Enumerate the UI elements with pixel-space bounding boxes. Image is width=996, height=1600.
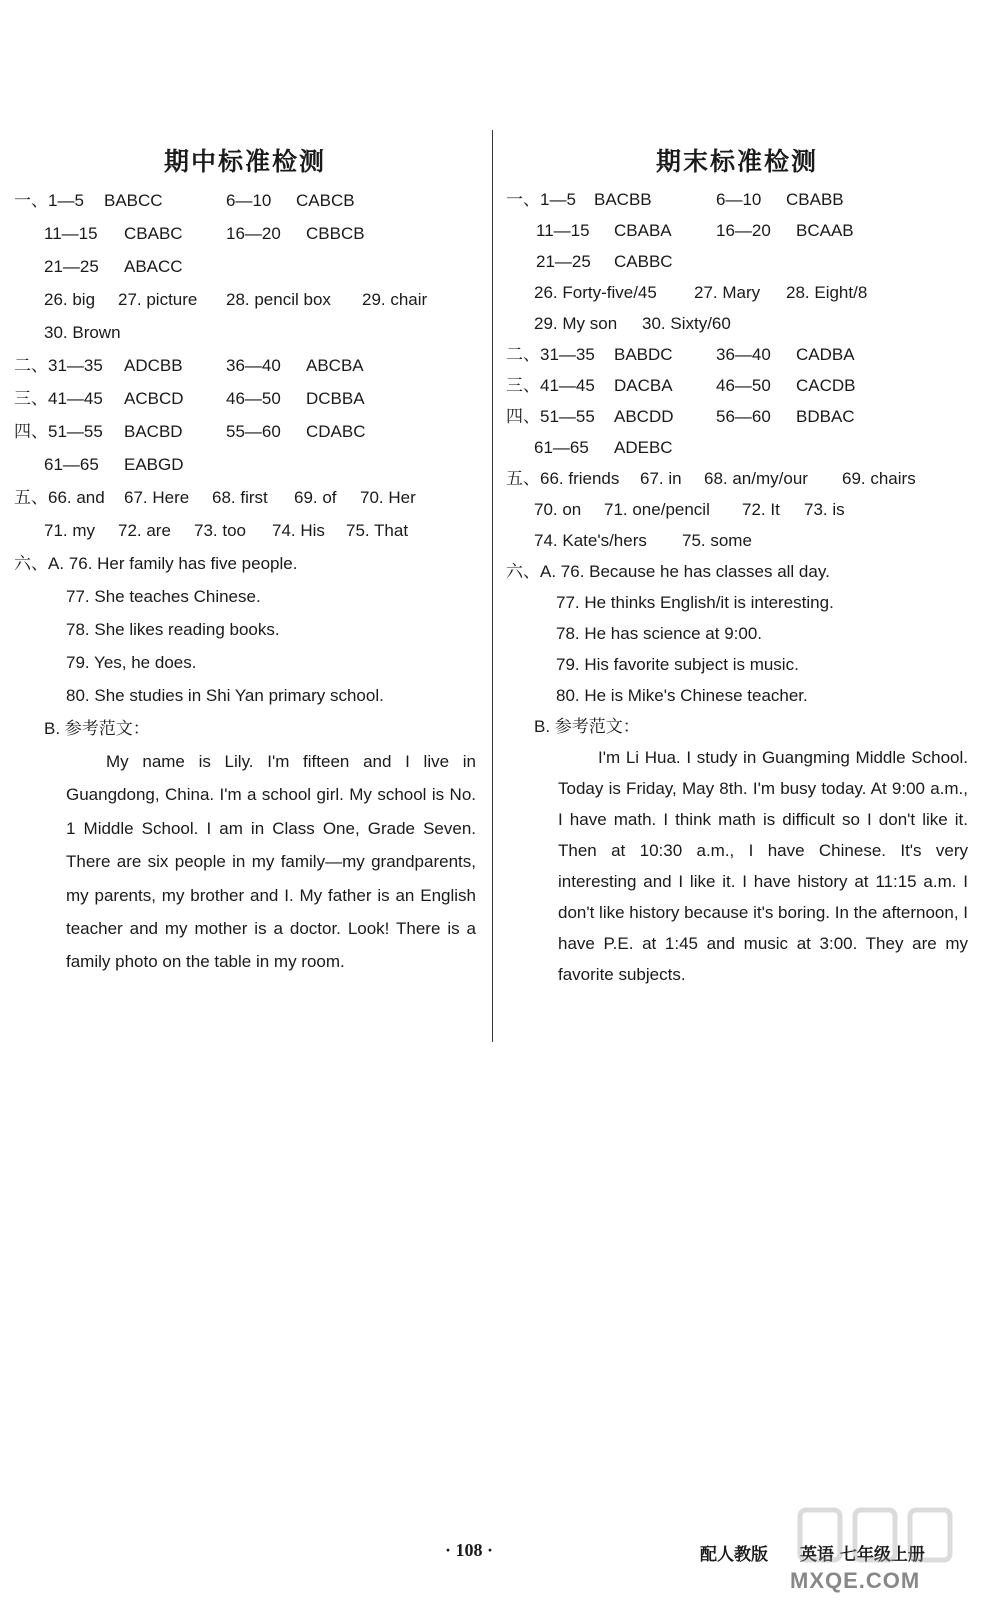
answer-row (506, 184, 968, 215)
answer-item: CABBC (614, 252, 673, 271)
answer-item: CBABC (124, 224, 183, 243)
answer-item: 26. Forty-five/45 (534, 283, 657, 302)
answer-item: 36—40 (226, 356, 281, 375)
answer-item: 二、31—35 (14, 356, 103, 375)
answer-item: CACDB (796, 376, 856, 395)
answer-row (506, 215, 968, 246)
answer-item: 80. He is Mike's Chinese teacher. (556, 686, 808, 705)
answer-row (506, 277, 968, 308)
final-column (506, 140, 968, 990)
final-sample-essay (558, 742, 968, 990)
answer-item: 一、1—5 (506, 190, 576, 209)
answer-item: 55—60 (226, 422, 281, 441)
answer-item: 21—25 (44, 257, 99, 276)
answer-item: CBBCB (306, 224, 365, 243)
watermark-text: MXQE.COM (790, 1568, 921, 1593)
answer-row (506, 370, 968, 401)
answer-item: EABGD (124, 455, 184, 474)
answer-item: 五、66. friends (506, 469, 620, 488)
answer-row (14, 580, 476, 613)
answer-item: BABCC (104, 191, 163, 210)
answer-row (506, 587, 968, 618)
answer-row (14, 613, 476, 646)
answer-row (14, 514, 476, 547)
answer-item: 61—65 (44, 455, 99, 474)
answer-row (506, 339, 968, 370)
answer-item: CADBA (796, 345, 855, 364)
answer-item: ACBCD (124, 389, 184, 408)
answer-row (14, 679, 476, 712)
answer-item: 六、A. 76. Because he has classes all day. (506, 562, 830, 581)
answer-row (14, 415, 476, 448)
answer-item: 二、31—35 (506, 345, 595, 364)
answer-row (14, 283, 476, 316)
answer-item: 三、41—45 (14, 389, 103, 408)
answer-row (14, 316, 476, 349)
answer-row (506, 308, 968, 339)
answer-item: 30. Sixty/60 (642, 314, 731, 333)
final-title: 期末标准检测 (655, 147, 818, 176)
answer-row (14, 646, 476, 679)
answer-item: B. 参考范文： (534, 717, 640, 736)
edition-label: 配人教版 (700, 1545, 768, 1565)
answer-item: 46—50 (716, 376, 771, 395)
answer-item: ADCBB (124, 356, 183, 375)
answer-item: BCAAB (796, 221, 854, 240)
answer-row (14, 250, 476, 283)
answer-item: ADEBC (614, 438, 673, 457)
answer-row (14, 382, 476, 415)
answer-item: 6—10 (226, 191, 272, 210)
answer-item: 27. Mary (694, 283, 761, 302)
answer-item: B. 参考范文： (44, 719, 150, 738)
answer-item: 69. of (294, 488, 337, 507)
essay-paragraph: I'm Li Hua. I study in Guangming Middle School. Today is Friday, May 8th. I'm busy today. At 9:00 a.m., I have math. I think math is difficult so I don't like it. Then at 10:30 a.m., I have Chinese. It's very interesting and I like it. I have history at 11:15 a.m. I don't like history because it's boring. In the afternoon, I have P.E. at 1:45 and music at 3:00. They are my favorite subjects. (558, 748, 969, 984)
answer-row (506, 711, 968, 742)
answer-row (506, 432, 968, 463)
answer-row (506, 649, 968, 680)
answer-item: ABCBA (306, 356, 364, 375)
answer-item: 80. She studies in Shi Yan primary school. (66, 686, 384, 705)
answer-item: 71. my (44, 521, 96, 540)
answer-item: 三、41—45 (506, 376, 595, 395)
answer-item: 46—50 (226, 389, 281, 408)
answer-item: 29. chair (362, 290, 428, 309)
answer-item: DACBA (614, 376, 673, 395)
answer-item: 21—25 (536, 252, 591, 271)
answer-item: BACBB (594, 190, 652, 209)
answer-row (14, 448, 476, 481)
answer-item: 28. Eight/8 (786, 283, 868, 302)
answer-item: ABCDD (614, 407, 674, 426)
midterm-sample-essay (66, 745, 476, 979)
answer-item: BABDC (614, 345, 673, 364)
midterm-title: 期中标准检测 (163, 147, 326, 176)
column-divider (492, 130, 493, 1042)
answer-row (506, 680, 968, 711)
answer-item: 68. an/my/our (704, 469, 808, 488)
answer-item: ABACC (124, 257, 183, 276)
answer-row (506, 618, 968, 649)
answer-item: 五、66. and (14, 488, 105, 507)
answer-row (506, 463, 968, 494)
answer-item: 56—60 (716, 407, 771, 426)
answer-item: 29. My son (534, 314, 618, 333)
answer-item: 67. in (640, 469, 682, 488)
answer-item: 16—20 (716, 221, 771, 240)
answer-item: 75. some (682, 531, 752, 550)
answer-row (506, 525, 968, 556)
answer-item: 75. That (346, 521, 409, 540)
answer-item: 六、A. 76. Her family has five people. (14, 554, 298, 573)
answer-row (14, 712, 476, 745)
answer-row (506, 556, 968, 587)
midterm-column (14, 140, 476, 979)
answer-row (14, 184, 476, 217)
answer-row (14, 217, 476, 250)
answer-item: 71. one/pencil (604, 500, 710, 519)
answer-item: 一、1—5 (14, 191, 84, 210)
answer-item: 11—15 (44, 224, 98, 243)
page-number: · 108 · (445, 1540, 494, 1560)
answer-item: 6—10 (716, 190, 762, 209)
answer-row (506, 246, 968, 277)
answer-item: CDABC (306, 422, 366, 441)
answer-row (14, 481, 476, 514)
answer-item: 77. He thinks English/it is interesting. (556, 593, 834, 612)
answer-row (14, 547, 476, 580)
answer-item: CABCB (296, 191, 355, 210)
answer-item: 67. Here (124, 488, 190, 507)
answer-item: DCBBA (306, 389, 365, 408)
answer-item: 11—15 (536, 221, 590, 240)
answer-item: 70. Her (360, 488, 416, 507)
subject-label: 英语 七年级上册 (800, 1545, 925, 1565)
answer-row (506, 494, 968, 525)
answer-item: 61—65 (534, 438, 589, 457)
answer-item: 26. big (44, 290, 96, 309)
answer-item: CBABB (786, 190, 844, 209)
answer-item: 77. She teaches Chinese. (66, 587, 261, 606)
answer-item: 28. pencil box (226, 290, 331, 309)
answer-item: 30. Brown (44, 323, 121, 342)
answer-item: 69. chairs (842, 469, 916, 488)
essay-paragraph: My name is Lily. I'm fifteen and I live in Guangdong, China. I'm a school girl. My school is No. 1 Middle School. I am in Class One, Grade Seven. There are six people in my family—my grandparents, my parents, my brother and I. My father is an English teacher and my mother is a doctor. Look! There is a family photo on the table in my room. (66, 752, 476, 972)
answer-item: 四、51—55 (14, 422, 103, 441)
answer-item: 70. on (534, 500, 582, 519)
answer-item: 73. is (804, 500, 845, 519)
answer-item: BACBD (124, 422, 183, 441)
answer-item: 74. Kate's/hers (534, 531, 647, 550)
answer-item: BDBAC (796, 407, 855, 426)
answer-item: 72. It (742, 500, 780, 519)
answer-item: 78. He has science at 9:00. (556, 624, 763, 643)
answer-item: 72. are (118, 521, 171, 540)
answer-item: 79. His favorite subject is music. (556, 655, 799, 674)
answer-item: 16—20 (226, 224, 281, 243)
answer-item: 36—40 (716, 345, 771, 364)
answer-row (506, 401, 968, 432)
answer-item: 27. picture (118, 290, 198, 309)
answer-row (14, 349, 476, 382)
answer-item: 79. Yes, he does. (66, 653, 197, 672)
answer-item: 68. first (212, 488, 268, 507)
answer-item: 四、51—55 (506, 407, 595, 426)
answer-item: CBABA (614, 221, 672, 240)
answer-item: 73. too (194, 521, 246, 540)
answer-item: 78. She likes reading books. (66, 620, 280, 639)
answer-item: 74. His (272, 521, 325, 540)
